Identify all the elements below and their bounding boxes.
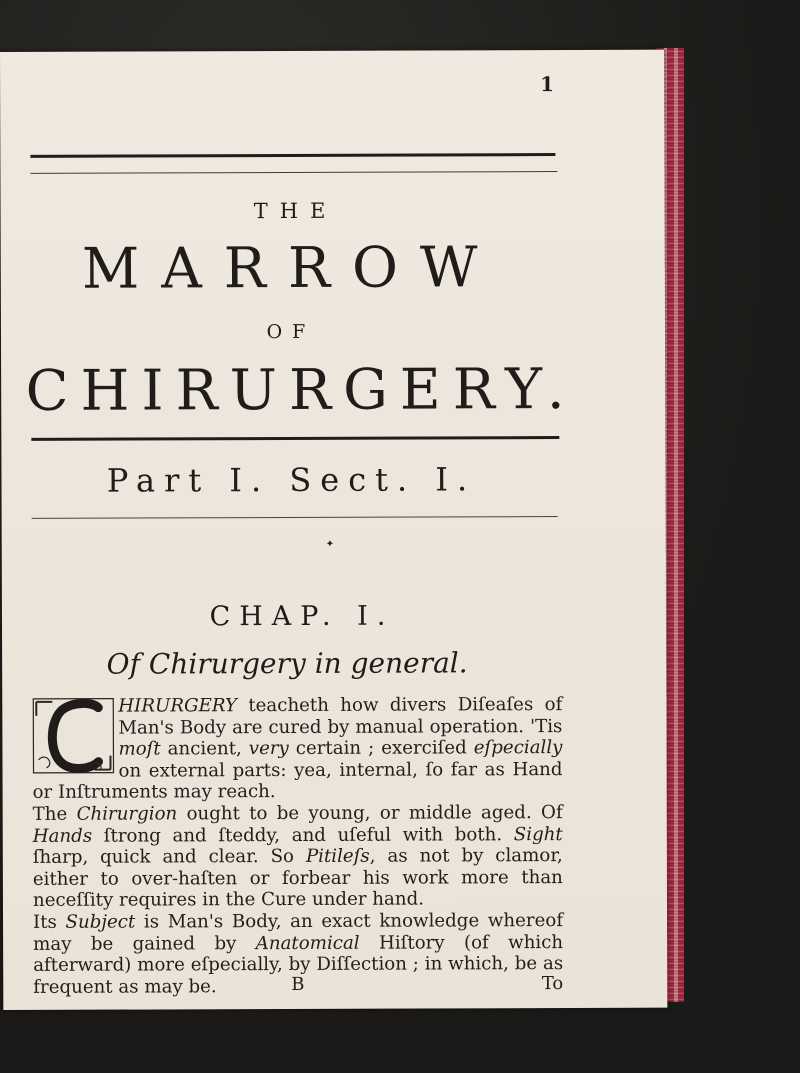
p1-italic-especially: eſpecially xyxy=(473,737,563,759)
p2-text-d: ſharp, quick and clear. So xyxy=(32,846,306,869)
middle-rule-thin xyxy=(32,516,558,519)
p2-text-a: The xyxy=(32,803,77,825)
p1-text-b: ancient, xyxy=(160,738,249,760)
page-footer xyxy=(33,973,563,999)
title-chirurgery: CHIRURGERY. xyxy=(25,356,577,424)
part-section-heading: Part I. Sect. I. xyxy=(106,460,477,500)
title-of: OF xyxy=(266,320,316,344)
book-page xyxy=(0,50,667,1010)
p2-text-c: ſtrong and ſteddy, and uſeful with both. xyxy=(92,823,514,847)
chapter-subtitle: Of Chirurgery in general. xyxy=(106,646,468,681)
top-rule-thin xyxy=(30,171,557,174)
p1-text-a: teacheth how divers Diſeaſes of Man's Body are cured by manual operation. 'Tis xyxy=(118,694,563,739)
p1-italic-most: moſt xyxy=(118,738,161,760)
p3-italic-anatomical: Anatomical xyxy=(255,932,360,954)
paragraph-2 xyxy=(33,802,563,912)
dropcap-ornament xyxy=(32,698,114,774)
top-rule-thick xyxy=(30,153,555,158)
title-the: THE xyxy=(253,198,338,224)
chapter-heading: CHAP. I. xyxy=(209,600,395,633)
p1-text-d: on external parts: yea, internal, ſo far as Hand or Inſtruments may reach. xyxy=(32,758,563,804)
p2-text-e: , as not by clamor, either to over-haſten or forbear his work more than neceſſity requires in the Cure under hand. xyxy=(32,845,563,912)
dropcap-frame-icon xyxy=(32,698,114,774)
p3-text-a: Its xyxy=(33,911,66,933)
p1-text-c: certain ; exerciſed xyxy=(288,737,474,760)
title-marrow: MARROW xyxy=(81,235,500,302)
page-number: 1 xyxy=(540,72,556,97)
chirurgery-italic: HIRURGERY xyxy=(118,695,238,717)
p1-italic-very: very xyxy=(248,738,289,760)
p2-italic-sight: Sight xyxy=(513,823,563,845)
p2-italic-hands: Hands xyxy=(32,825,93,847)
p3-text-c: Hiſtory (of which afterward) more eſpecially, by Diſſection ; in which, be as frequent as may be. xyxy=(33,931,564,998)
p2-italic-pitiless: Pitileſs xyxy=(305,845,370,868)
p3-text-b: is Man's Body, an exact knowledge whereof may be gained by xyxy=(33,909,564,955)
fleuron-ornament-icon: ✦ xyxy=(325,538,335,550)
signature-mark: B xyxy=(291,973,305,995)
p3-italic-subject: Subject xyxy=(65,911,136,933)
catchword: To xyxy=(541,973,564,995)
middle-rule-thick xyxy=(31,436,559,441)
p2-text-b: ought to be young, or middle aged. Of xyxy=(177,802,563,825)
body-text xyxy=(32,694,563,998)
p2-italic-chirurgion: Chirurgion xyxy=(76,803,178,825)
